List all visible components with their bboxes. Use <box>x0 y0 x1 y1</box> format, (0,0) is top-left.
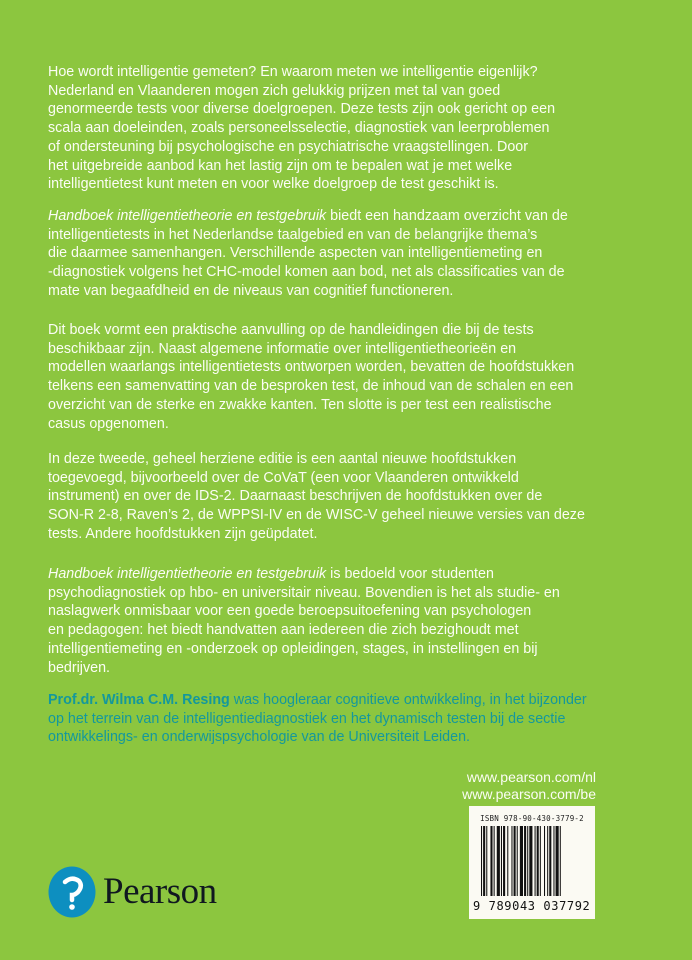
barcode-bar <box>503 826 505 896</box>
text-line: Dit boek vormt een praktische aanvulling op de handleidingen die bij de tests <box>48 322 534 338</box>
barcode-bar <box>535 826 536 896</box>
barcode-bar <box>524 826 526 896</box>
text-fragment: was hoogleraar cognitieve ontwikkeling, in het bijzonder <box>229 692 587 708</box>
text-line: intelligentietest kunt meten en voor welke doelgroep de test geschikt is. <box>48 176 499 193</box>
barcode-bar <box>540 826 541 896</box>
barcode-bar <box>490 826 492 896</box>
author-name: Prof.dr. Wilma C.M. Resing <box>48 692 230 708</box>
text-line: In deze tweede, geheel herziene editie is een aantal nieuwe hoofdstukken <box>48 451 517 467</box>
text-line: -diagnostiek volgens het CHC-model komen aan bod, net als classificaties van de <box>48 264 565 281</box>
text-line: casus opgenomen. <box>48 415 169 432</box>
text-line: bedrijven. <box>48 659 110 676</box>
url-be: www.pearson.com/be <box>462 786 596 802</box>
text-line: mate van begaafdheid en de niveaus van cognitief functioneren. <box>48 282 454 299</box>
barcode-bar <box>511 826 512 896</box>
publisher-name: Pearson <box>103 871 217 912</box>
text-line: beschikbaar zijn. Naast algemene informatie over intelligentietheorieën en <box>48 340 517 357</box>
pearson-p-logo-icon <box>48 866 96 918</box>
barcode-bar <box>481 826 482 896</box>
barcode-bar <box>507 826 508 896</box>
text-line: Hoe wordt intelligentie gemeten? En waarom meten we intelligentie eigenlijk? <box>48 64 538 80</box>
barcode-bar <box>544 826 545 896</box>
text-line: toegevoegd, bijvoorbeeld over de CoVaT (een voor Vlaanderen ontwikkeld <box>48 469 519 486</box>
intro-paragraph <box>48 63 555 194</box>
text-line: naslagwerk onmisbaar voor een goede beroepsuitoefening van psychologen <box>48 603 532 620</box>
barcode-bar <box>537 826 539 896</box>
barcode-bar <box>497 826 500 896</box>
text-line: op het terrein van de intelligentiediagnostiek en het dynamisch testen bij de sectie <box>48 710 566 727</box>
text-line: ontwikkelings- en onderwijspsychologie van de Universiteit Leiden. <box>48 729 470 746</box>
book-title: Handboek intelligentietheorie en testgebruik <box>48 208 327 224</box>
text-line: Nederland en Vlaanderen mogen zich gelukkig prijzen met tal van goed <box>48 82 501 99</box>
text-line <box>48 207 568 226</box>
url-nl: www.pearson.com/nl <box>466 769 596 785</box>
barcode-bar <box>520 826 523 896</box>
text-line: intelligentietests in het Nederlandse taalgebied en van de belangrijke thema’s <box>48 226 538 243</box>
barcode-bar <box>501 826 502 896</box>
text-line: genormeerde tests voor diverse doelgroepen. Deze tests zijn ook gericht op een <box>48 101 556 118</box>
barcode-bar <box>549 826 551 896</box>
text-line: SON-R 2-8, Raven’s 2, de WPPSI-IV en de WISC-V geheel nieuwe versies van deze <box>48 507 585 524</box>
text-line <box>48 565 560 584</box>
audience-paragraph <box>48 565 560 677</box>
text-line: overzicht van de sterke en zwakke kanten. Ten slotte is per test een realistische <box>48 396 552 413</box>
barcode-bar <box>553 826 554 896</box>
text-line: psychodiagnostiek op hbo- en universitair niveau. Bovendien is het als studie- en <box>48 584 560 601</box>
barcode-bar <box>517 826 518 896</box>
barcode-bar <box>483 826 485 896</box>
barcode-bar <box>560 826 561 896</box>
barcode-bar <box>547 826 548 896</box>
content-paragraph <box>48 321 574 433</box>
book-title: Handboek intelligentietheorie en testgebruik <box>48 566 327 582</box>
publisher-urls <box>462 769 596 803</box>
text-line: die daarmee samenhangen. Verschillende aspecten van intelligentiemeting en <box>48 245 543 262</box>
barcode-bar <box>486 826 487 896</box>
text-line: of ondersteuning bij psychologische en psychiatrische vraagstellingen. Door <box>48 138 529 155</box>
barcode-bar <box>494 826 495 896</box>
isbn-text: ISBN 978-90-430-3779-2 <box>480 814 584 823</box>
barcode-bar <box>527 826 528 896</box>
text-line: en pedagogen: het biedt handvatten aan iedereen die zich bezighoudt met <box>48 622 519 639</box>
author-bio <box>48 691 587 747</box>
ean-number: 9 789043 037792 <box>473 899 591 913</box>
text-line: intelligentiemeting en -onderzoek op opleidingen, stages, in instellingen en bij <box>48 640 538 657</box>
barcode-bars <box>481 826 585 896</box>
text-line: tests. Andere hoofdstukken zijn geüpdatet. <box>48 525 318 542</box>
text-line: telkens een samenvatting van de besproken test, de inhoud van de schalen en een <box>48 378 574 395</box>
barcode-bar <box>529 826 532 896</box>
overview-paragraph <box>48 207 568 301</box>
text-fragment: is bedoeld voor studenten <box>326 566 494 582</box>
text-line: instrument) en over de IDS-2. Daarnaast beschrijven de hoofdstukken over de <box>48 488 543 505</box>
text-line <box>48 691 587 710</box>
text-fragment: biedt een handzaam overzicht van de <box>326 208 568 224</box>
isbn-barcode <box>469 806 595 919</box>
text-line: het uitgebreide aanbod kan het lastig zijn om te bepalen wat je met welke <box>48 157 513 174</box>
barcode-bar <box>514 826 516 896</box>
text-line: scala aan doeleinden, zoals personeelsselectie, diagnostiek van leerproblemen <box>48 120 550 137</box>
barcode-bar <box>556 826 559 896</box>
edition-paragraph <box>48 450 585 544</box>
text-line: modellen waarlangs intelligentietests ontworpen worden, bevatten de hoofdstukken <box>48 359 575 376</box>
